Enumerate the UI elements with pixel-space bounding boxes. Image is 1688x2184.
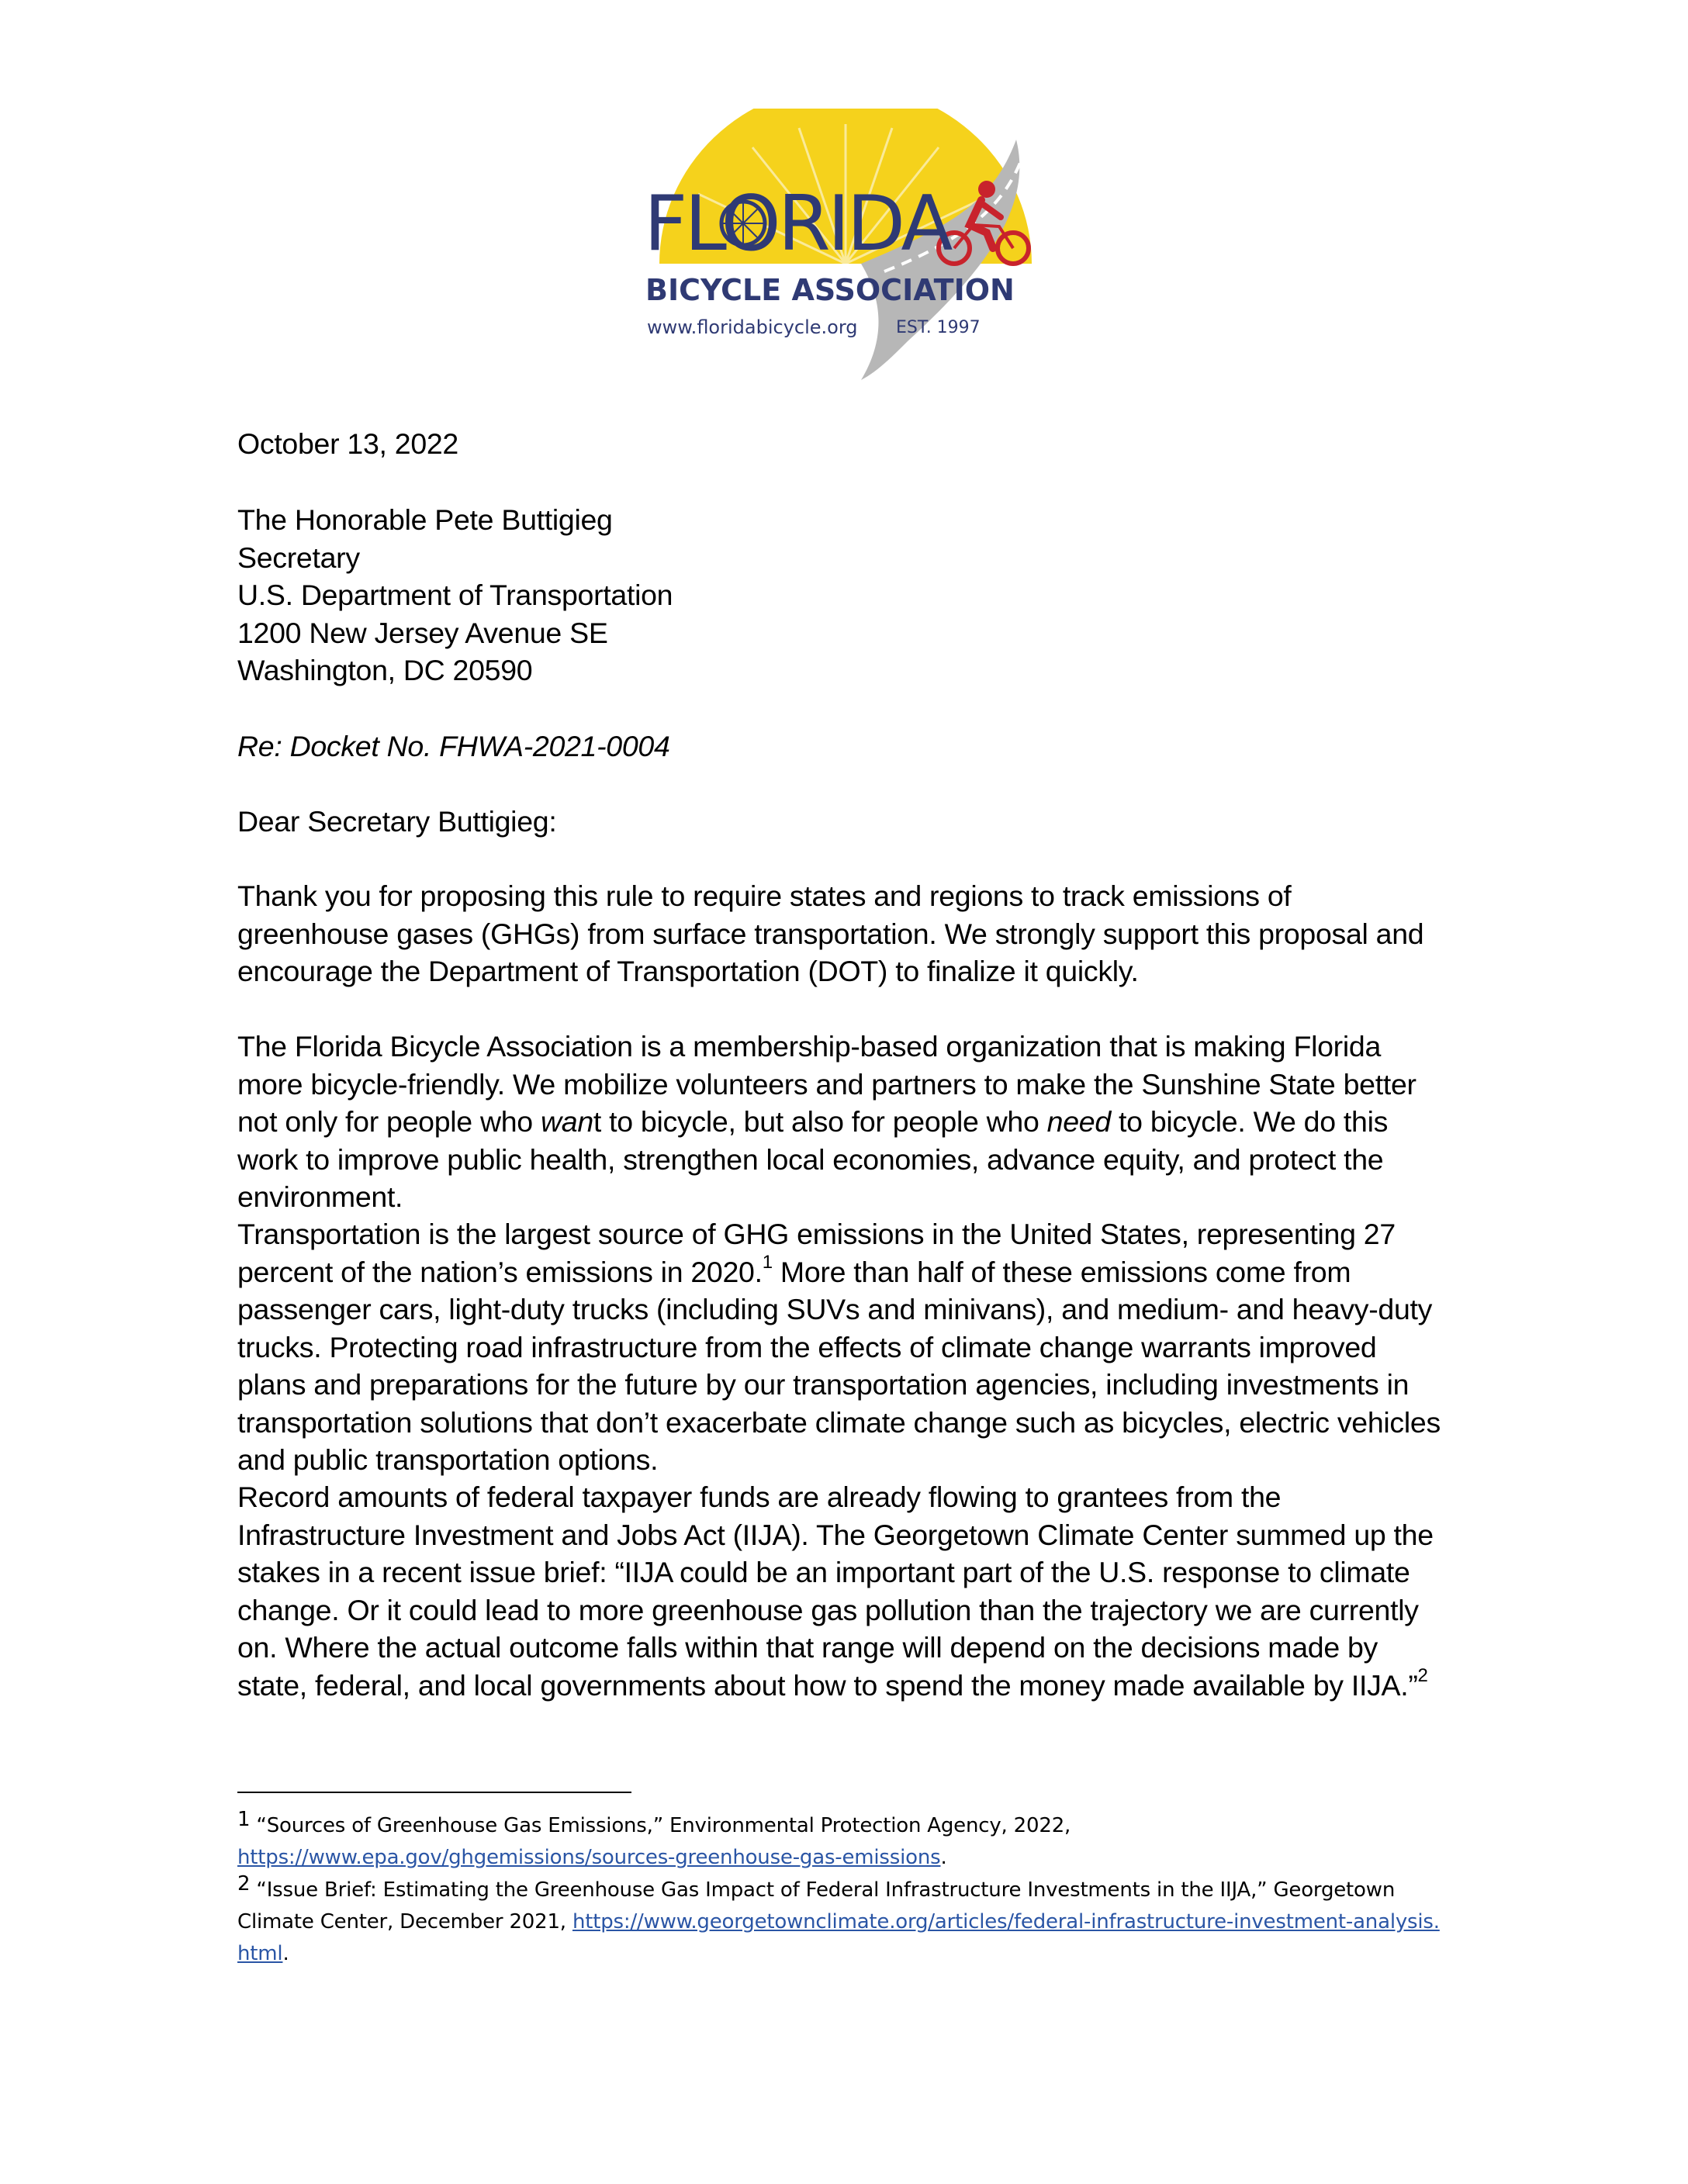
address-line: U.S. Department of Transportation xyxy=(237,579,673,611)
footnote-end: . xyxy=(282,1942,289,1965)
emphasis-need: need xyxy=(1046,1105,1111,1138)
paragraph-text: Thank you for proposing this rule to require states and regions to track emissions of greenhouse gases (GHGs) from surface transportation. We strongly support this proposal and encourage the Department of Transportation (DOT) to finalize it quickly. xyxy=(237,879,1424,987)
address-line: Washington, DC 20590 xyxy=(237,654,533,686)
text-run: t to bicycle, but also for people who xyxy=(593,1105,1047,1138)
address-line: 1200 New Jersey Avenue SE xyxy=(237,616,608,649)
logo-established: EST. 1997 xyxy=(896,318,981,337)
footnote-text: “Sources of Greenhouse Gas Emissions,” Environmental Protection Agency, 2022, xyxy=(256,1814,1071,1837)
text-run: The Florida Bicycle Association is a membership-based organization that is making Florida more bicycle-friendly. We mobilize volunteers and partners to make the Sunshine State better not only for people who xyxy=(237,1030,1416,1138)
paragraph-intro xyxy=(237,877,1448,990)
paragraph-association xyxy=(237,1028,1448,1216)
text-run: More than half of these emissions come from passenger cars, light-duty trucks (including SUVs and minivans), and medium- and heavy-duty trucks. Protecting road infrastructure from the effects of climate change warrants improved plans and preparations for the future by our transportation agencies, including investments in transportation solutions that don’t exacerbate climate change such as bicycles, electric vehicles and public transportation options. xyxy=(237,1255,1441,1476)
emphasis-want: wan xyxy=(540,1105,593,1138)
recipient-address xyxy=(237,501,1448,689)
logo-wordmark: FLORIDA xyxy=(644,180,950,268)
footnote-link[interactable]: https://www.epa.gov/ghgemissions/sources-greenhouse-gas-emissions xyxy=(237,1846,941,1869)
footnote-link[interactable]: https://www.georgetownclimate.org/articles/federal-infrastructure-investment-analysis.html xyxy=(237,1910,1440,1965)
paragraph-iija xyxy=(237,1478,1448,1704)
paragraph-emissions xyxy=(237,1215,1448,1479)
footnote-end: . xyxy=(940,1846,947,1869)
footnote-text: “Issue Brief: Estimating the Greenhouse Gas Impact of Federal Infrastructure Investments in the IIJA,” Georgetown Climate Center, December 2021, xyxy=(237,1878,1396,1933)
text-run: Record amounts of federal taxpayer funds are already flowing to grantees from the Infrastructure Investment and Jobs Act (IIJA). The Georgetown Climate Center summed up the stakes in a recent issue brief: “IIJA could be an important part of the U.S. response to climate change. Or it could lead to more greenhouse gas pollution than the trajectory we are currently on. Where the actual outcome falls within that range will depend on the decisions made by state, federal, and local governments about how to spend the money made available by IIJA.” xyxy=(237,1481,1434,1702)
footnote-ref-2[interactable]: 2 xyxy=(1417,1665,1428,1686)
footnote-number: 2 xyxy=(237,1872,251,1895)
paragraph-text xyxy=(237,1028,1448,1216)
docket-reference: Re: Docket No. FHWA-2021-0004 xyxy=(237,730,670,762)
footnote-separator xyxy=(237,1792,631,1793)
logo-url: www.floridabicycle.org xyxy=(647,316,858,338)
paragraph-text xyxy=(237,1478,1448,1704)
salutation: Dear Secretary Buttigieg: xyxy=(237,805,557,838)
address-line: The Honorable Pete Buttigieg xyxy=(237,503,613,536)
text-run: Transportation is the largest source of GHG emissions in the United States, representing 27 percent of the nation’s emissions in 2020. xyxy=(237,1218,1396,1288)
logo-subtitle: BICYCLE ASSOCIATION xyxy=(645,273,1015,307)
florida-bicycle-association-logo xyxy=(628,109,1047,388)
footnote-ref-1[interactable]: 1 xyxy=(762,1252,773,1273)
paragraph-text xyxy=(237,1215,1448,1479)
footnote-number: 1 xyxy=(237,1808,251,1831)
footnote-1 xyxy=(237,1810,1448,1874)
footnote-2 xyxy=(237,1872,1448,1970)
address-line: Secretary xyxy=(237,541,360,574)
letter-date: October 13, 2022 xyxy=(237,427,458,460)
text-run: to bicycle. We do this work to improve public health, strengthen local economies, advance equity, and protect the environment. xyxy=(237,1105,1389,1213)
